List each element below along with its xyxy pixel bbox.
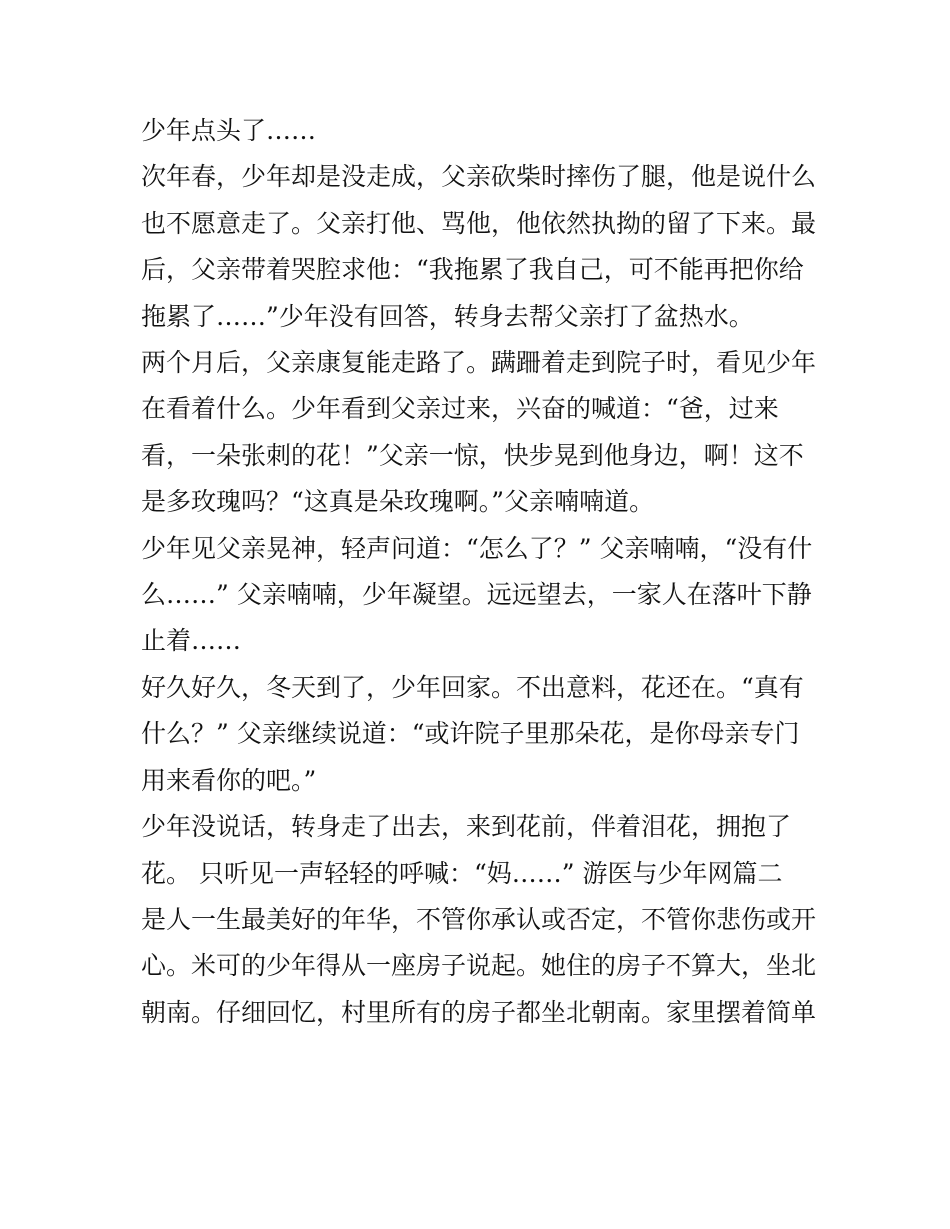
text-line: 后，父亲带着哭腔求他：“我拖累了我自己，可不能再把你给: [141, 255, 804, 285]
text-line: 花。 只听见一声轻轻的呼喊：“妈……” 游医与少年网篇二: [141, 858, 783, 888]
text-line: 次年春，少年却是没走成，父亲砍柴时摔伤了腿，他是说什么: [141, 162, 817, 192]
text-line: 止着……: [141, 626, 242, 656]
text-line: 么……” 父亲喃喃，少年凝望。远远望去，一家人在落叶下静: [141, 580, 812, 610]
text-line: 在看着什么。少年看到父亲过来，兴奋的喊道：“爸，过来: [141, 394, 779, 424]
text-line: 少年点头了……: [141, 116, 317, 145]
text-line: 看，一朵张刺的花！”父亲一惊，快步晃到他身边，啊！这不: [141, 440, 804, 470]
text-line: 朝南。仔细回忆，村里所有的房子都坐北朝南。家里摆着简单: [141, 997, 817, 1027]
text-line: 也不愿意走了。父亲打他、骂他，他依然执拗的留了下来。最: [141, 208, 817, 238]
text-line: 心。米可的少年得从一座房子说起。她住的房子不算大，坐北: [141, 951, 817, 981]
text-line: 少年没说话，转身走了出去，来到花前，伴着泪花，拥抱了: [141, 812, 792, 842]
text-line: 少年见父亲晃神，轻声问道：“怎么了？” 父亲喃喃，“没有什: [141, 533, 813, 563]
text-line: 好久好久，冬天到了，少年回家。不出意料，花还在。“真有: [141, 672, 804, 702]
text-line: 用来看你的吧。”: [141, 765, 317, 795]
body-text: [141, 108, 821, 1036]
text-line: 是人一生最美好的年华，不管你承认或否定，不管你悲伤或开: [141, 904, 817, 934]
text-line: 什么？” 父亲继续说道：“或许院子里那朵花，是你母亲专门: [141, 719, 800, 749]
text-line: 两个月后，父亲康复能走路了。蹒跚着走到院子时，看见少年: [141, 348, 817, 378]
text-line: 拖累了……”少年没有回答，转身去帮父亲打了盆热水。: [141, 301, 754, 331]
text-line: 是多玫瑰吗？“这真是朵玫瑰啊。”父亲喃喃道。: [141, 487, 655, 517]
